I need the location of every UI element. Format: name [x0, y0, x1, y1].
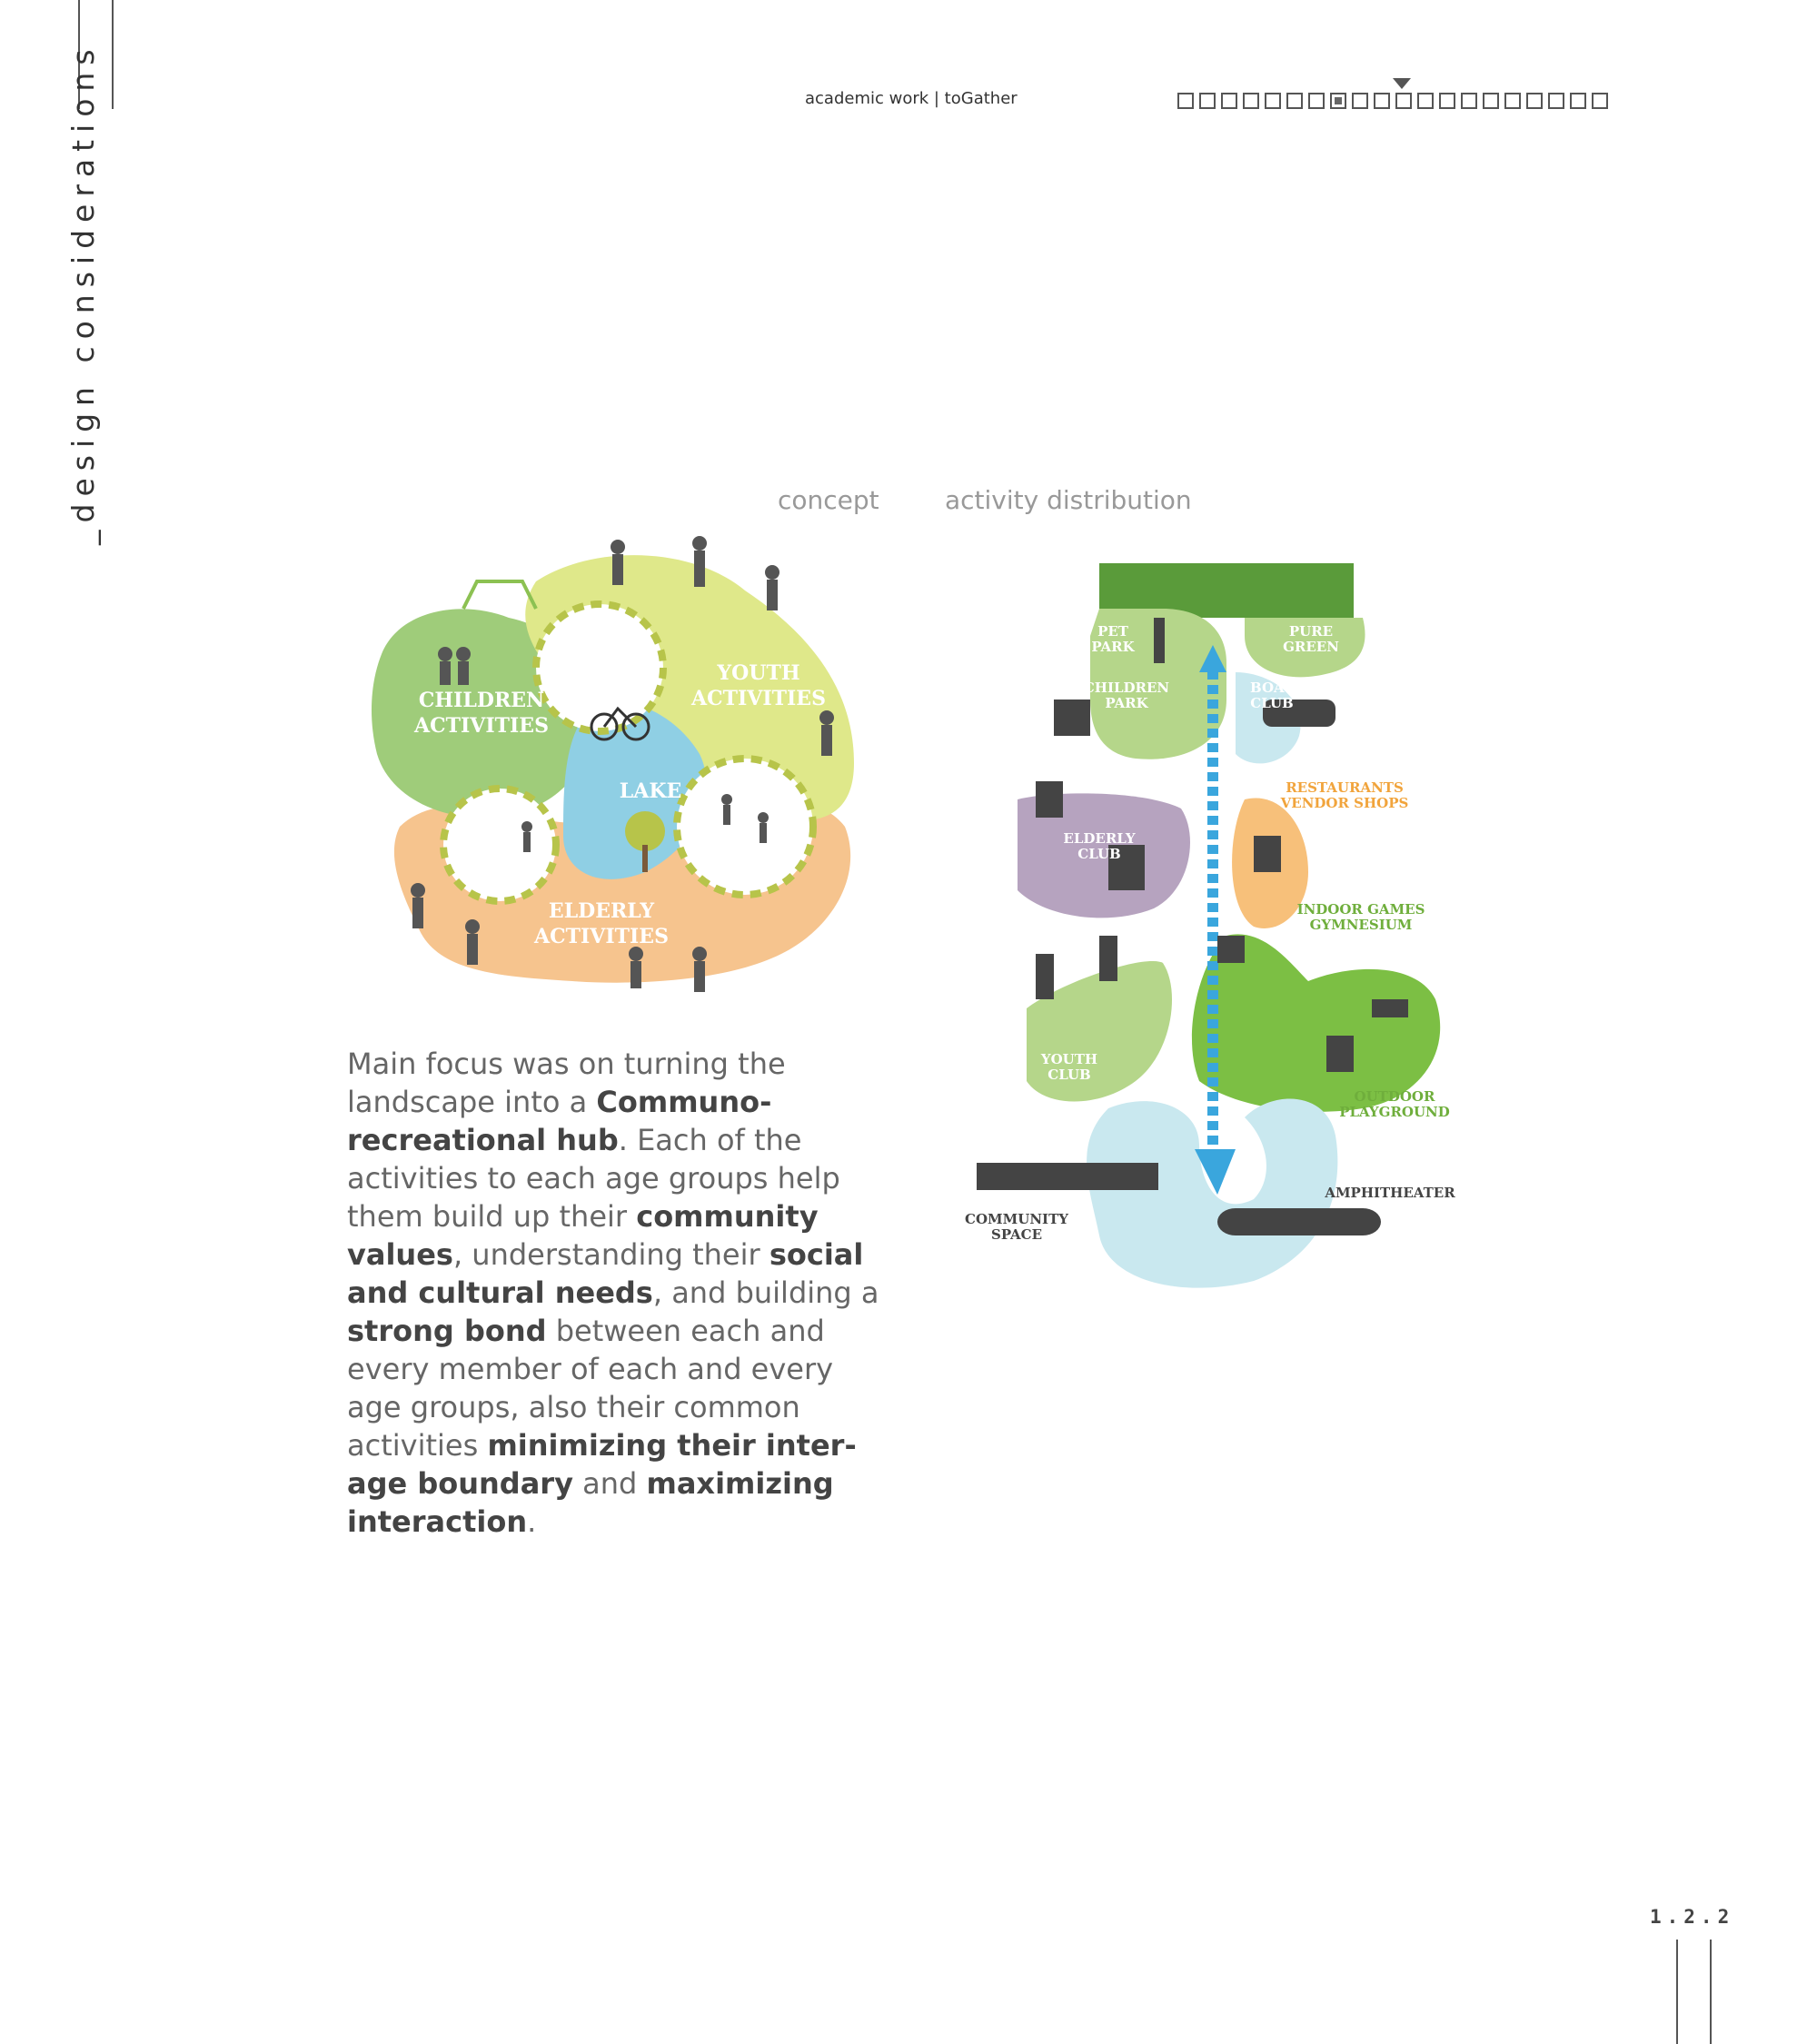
body-emphasis: community values	[347, 1199, 819, 1272]
label-indoor-games-1: INDOOR GAMES	[1296, 901, 1425, 918]
page-navigator	[1177, 93, 1608, 109]
body-emphasis: social and cultural needs	[347, 1237, 864, 1310]
body-paragraph	[347, 1045, 892, 1541]
label-restaurants-1: RESTAURANTS	[1286, 779, 1404, 796]
svg-text:ACTIVITIES	[690, 687, 826, 710]
footer-rule-left	[1676, 1940, 1678, 2044]
label-children-1: CHILDREN	[418, 689, 545, 712]
label-outdoor-playground-1: OUTDOOR	[1354, 1088, 1435, 1105]
svg-text:COMMUNITY	[965, 1211, 1068, 1227]
svg-text:SPACE	[991, 1226, 1042, 1243]
svg-text:PARK	[1105, 695, 1148, 711]
page-indicator[interactable]	[1395, 93, 1412, 109]
body-emphasis: minimizing their inter-age boundary	[347, 1428, 857, 1501]
svg-text:CHILDREN	[1084, 680, 1170, 696]
swing-icon	[463, 581, 536, 609]
svg-text:VENDOR SHOPS	[1280, 795, 1409, 811]
svg-text:YOUTH	[1040, 1051, 1097, 1067]
page-indicator[interactable]	[1483, 93, 1499, 109]
page-indicator[interactable]	[1526, 93, 1543, 109]
body-text-segment: .	[527, 1504, 537, 1539]
svg-text:ELDERLY	[1063, 830, 1135, 847]
label-elderly-club-2: CLUB	[1077, 846, 1121, 862]
caption-activity-distribution: activity distribution	[945, 485, 1192, 515]
body-text-segment: , understanding their	[452, 1237, 769, 1272]
svg-text:CLUB	[1077, 846, 1120, 862]
label-youth-club-2: CLUB	[1048, 1067, 1091, 1083]
label-boat-club-1: BOAT	[1249, 680, 1295, 696]
svg-text:CHILDREN	[419, 689, 544, 712]
svg-text:ELDERLY	[549, 899, 654, 923]
label-children-2: ACTIVITIES	[414, 714, 549, 738]
page-indicator[interactable]	[1352, 93, 1368, 109]
page-indicator[interactable]	[1265, 93, 1281, 109]
label-pure-green-1: PURE	[1288, 623, 1334, 640]
label-pet-park-2: PARK	[1091, 639, 1135, 655]
body-text-segment: and	[572, 1466, 647, 1501]
page-indicator[interactable]	[1504, 93, 1521, 109]
label-elderly-2: ACTIVITIES	[534, 925, 669, 948]
label-youth-1: YOUTH	[717, 661, 800, 685]
page-indicator[interactable]	[1286, 93, 1303, 109]
body-emphasis: Communo-recreational hub	[347, 1085, 772, 1157]
page-indicator[interactable]	[1374, 93, 1390, 109]
pager-pointer-icon	[1393, 78, 1411, 89]
page-indicator[interactable]	[1199, 93, 1216, 109]
label-youth-2: ACTIVITIES	[691, 687, 826, 710]
activity-map	[945, 563, 1490, 1308]
body-text-segment: . Each of the activities to each age groups help them build up their	[347, 1123, 840, 1234]
svg-text:OUTDOOR	[1355, 1088, 1435, 1105]
page-indicator[interactable]	[1439, 93, 1455, 109]
side-rule-right	[112, 0, 114, 109]
svg-text:YOUTH	[716, 661, 799, 685]
label-elderly-1: ELDERLY	[548, 899, 655, 923]
svg-text:AMPHITHEATER	[1324, 1185, 1455, 1201]
page-indicator[interactable]	[1177, 93, 1194, 109]
svg-text:RESTAURANTS	[1286, 779, 1404, 796]
page-indicator[interactable]	[1221, 93, 1237, 109]
concept-diagram	[345, 527, 890, 1036]
svg-text:CLUB	[1048, 1067, 1090, 1083]
label-restaurants-2: VENDOR SHOPS	[1280, 795, 1409, 811]
label-lake: LAKE	[619, 779, 682, 803]
svg-text:PET	[1097, 623, 1129, 640]
page-indicator[interactable]	[1461, 93, 1477, 109]
svg-text:ACTIVITIES	[533, 925, 669, 948]
page-indicator[interactable]	[1570, 93, 1586, 109]
body-text-segment: between each and every member of each and every age groups, also their common activities	[347, 1314, 834, 1463]
body-emphasis: strong bond	[347, 1314, 547, 1348]
svg-text:PURE	[1289, 623, 1333, 640]
page-indicator[interactable]	[1243, 93, 1259, 109]
svg-text:GREEN	[1283, 639, 1339, 655]
caption-concept: concept	[778, 485, 879, 515]
svg-text:PARK	[1091, 639, 1135, 655]
label-elderly-club-1: ELDERLY	[1063, 830, 1136, 847]
svg-text:LAKE	[620, 779, 681, 803]
body-emphasis: maximizing interaction	[347, 1466, 834, 1539]
svg-text:ACTIVITIES	[413, 714, 549, 738]
side-title: _design considerations	[65, 42, 101, 545]
label-community-space-1: COMMUNITY	[965, 1211, 1068, 1227]
footer-rule-right	[1710, 1940, 1712, 2044]
label-boat-club-2: CLUB	[1250, 695, 1294, 711]
label-children-park-1: CHILDREN	[1083, 680, 1170, 696]
label-indoor-games-2: GYMNESIUM	[1309, 917, 1413, 933]
page-indicator[interactable]	[1330, 93, 1346, 109]
label-community-space-2: SPACE	[990, 1226, 1043, 1243]
label-pet-park-1: PET	[1097, 623, 1128, 640]
svg-text:INDOOR GAMES	[1297, 901, 1425, 918]
svg-text:BOAT	[1250, 680, 1295, 696]
page-indicator[interactable]	[1308, 93, 1325, 109]
page-indicator[interactable]	[1548, 93, 1564, 109]
svg-text:PLAYGROUND	[1339, 1104, 1450, 1120]
body-text-segment: , and building a	[652, 1275, 879, 1310]
label-youth-club-1: YOUTH	[1040, 1051, 1098, 1067]
page-number: 1.2.2	[1650, 1906, 1735, 1928]
label-pure-green-2: GREEN	[1283, 639, 1339, 655]
header-text: academic work | toGather	[805, 89, 1018, 108]
page-indicator[interactable]	[1417, 93, 1434, 109]
label-outdoor-playground-2: PLAYGROUND	[1339, 1104, 1450, 1120]
label-amphitheater: AMPHITHEATER	[1325, 1185, 1455, 1201]
svg-text:CLUB	[1250, 695, 1293, 711]
page-indicator[interactable]	[1592, 93, 1608, 109]
label-children-park-2: PARK	[1105, 695, 1148, 711]
body-text-segment: Main focus was on turning the landscape into a	[347, 1047, 786, 1119]
svg-text:GYMNESIUM	[1310, 917, 1413, 933]
